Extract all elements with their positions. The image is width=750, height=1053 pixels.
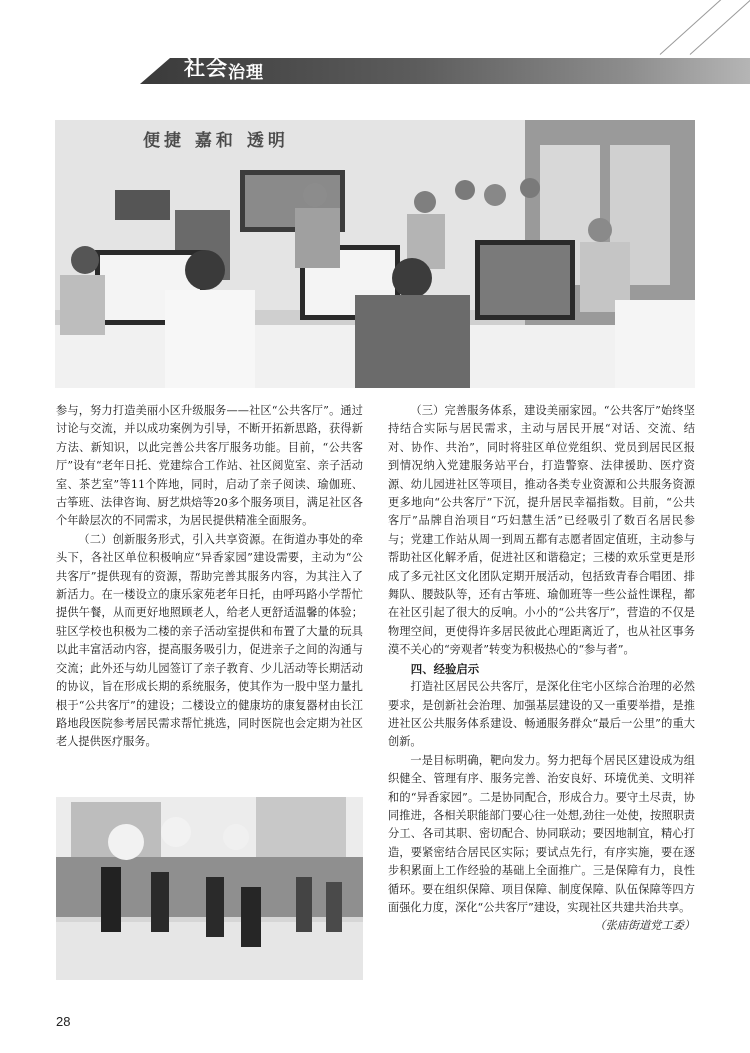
photo-community-service-hall [55,120,695,388]
page-number: 28 [56,1014,71,1029]
left-text-column [56,402,363,752]
section-heading: 四、经验启示 [410,661,480,676]
corner-decoration-line [690,0,750,55]
paragraph: 打造社区居民公共客厅，是深化住宅小区综合治理的必然要求，是创新社会治理、加强基层建设的又一重要举措，是推进社区公共服务体系建设、畅通服务群众“最后一公里”的重大创新。 [388,680,695,749]
paragraph: 参与，努力打造美丽小区升级服务——社区“公共客厅”。通过讨论与交流，并以成功案例为引导，不断开拓新思路，获得新方法、新知识，以此完善公共客厅服务功能。目前，“公共客厅”设有“老年日托、党建综合工作站、社区阅览室、亲子活动室、茶艺室”等11个阵地，同时，启动了亲子阅读、瑜伽班、古筝班、法律咨询、厨艺烘焙等20多个服务项目，满足社区各个年龄层次的不同需求，为居民提供精准全面服务。 [56,404,363,528]
right-text-column [388,402,695,936]
photo-square-dance [56,797,363,980]
section-header [0,54,750,88]
paragraph: （三）完善服务体系，建设美丽家园。“公共客厅”始终坚持结合实际与居民需求，主动与居民开展“对话、交流、结对、协作、共治”，同时将驻区单位党组织、党员到居民区报到情况纳入党建服务站平台，打造警察、法律援助、医疗资源、幼儿园进社区等项目，推动各类专业资源和公共服务资源更多地向“公共客厅”下沉，提升居民幸福指数。目前，“公共客厅”品牌自治项目“巧妇慧生活”已经吸引了数百名居民参与；党建工作站从周一到周五都有志愿者固定值班，主动参与帮助社区化解矛盾，促进社区和谐稳定；三楼的欢乐堂更是形成了多元社区文化团队定期开展活动，包括致青春合唱团、排舞队、腰鼓队等，还有古筝班、瑜伽班等一些公益性课程，都在社区引起了很大的反响。小小的“公共客厅”，营造的不仅是物理空间，更使得许多居民彼此心理距离近了，也从社区事务漠不关心的“旁观者”转变为积极热心的“参与者”。 [388,404,695,657]
author-signature: （张庙街道党工委） [594,919,695,933]
paragraph: （二）创新服务形式，引入共享资源。在街道办事处的牵头下，各社区单位积极响应“异香家园”建设需要，主动为“公共客厅”提供现有的资源，帮助完善其服务内容，为其注入了新活力。在一楼设立的康乐家苑老年日托，由呼玛路小学帮忙提供午餐，从而更好地照顾老人，给老人更舒适温馨的体验；驻区学校也积极为二楼的亲子活动室提供和布置了大量的玩具以此丰富活动内容，提高服务吸引力，促进亲子之间的沟通与交流；此外还与幼儿园签订了亲子教育、少儿活动等长期活动的协议，旨在形成长期的系统服务，使其作为一股中坚力量扎根于“公共客厅”的建设；二楼设立的健康坊的康复器材由长江路地段医院参考居民需求帮忙挑选，同时医院也会定期为社区老人提供医疗服务。 [56,532,363,749]
section-title: 社会治理 [184,56,264,83]
paragraph: 一是目标明确，靶向发力。努力把每个居民区建设成为组织健全、管理有序、服务完善、治安良好、环境优美、文明祥和的“异香家园”。二是协同配合，形成合力。要守土尽责，协同推进，各相关职能部门要心往一处想,劲往一处使，按照职责分工、各司其职、密切配合、协同联动；要因地制宜，精心打造，要紧密结合居民区实际；要试点先行，有序实施，要在逐步积累面上工作经验的基础上全面推广。三是保障有力，良性循环。要在组织保障、项目保障、制度保障、队伍保障等四方面强化力度，深化“公共客厅”建设，实现社区共建共治共享。 [388,753,695,914]
wall-slogan: 便捷 嘉和 透明 [143,131,289,151]
corner-decoration-line [660,0,750,55]
